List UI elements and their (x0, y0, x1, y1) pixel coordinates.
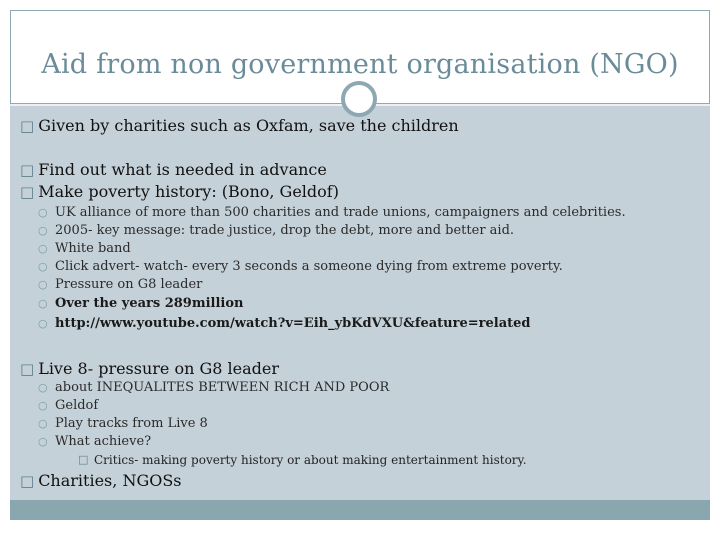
circle-bullet-icon: ○ (38, 242, 48, 255)
circle-bullet-icon: ○ (38, 417, 48, 430)
sub-bullet: ○ Pressure on G8 leader (38, 277, 203, 292)
sub-bullet-bold: ○ Over the years 289million (38, 296, 244, 311)
bullet-given-by-charities: □ Given by charities such as Oxfam, save the children (20, 116, 459, 135)
sub-bullet: ○ What achieve? (38, 434, 152, 449)
slide-title: Aid from non government organisation (NGO) (41, 49, 679, 80)
circle-bullet-icon: ○ (38, 381, 48, 394)
circle-bullet-icon: ○ (38, 399, 48, 412)
bullet-charities-ngos: □ Charities, NGOSs (20, 471, 182, 490)
circle-bullet-icon: ○ (38, 297, 48, 310)
bullet-icon: □ (78, 453, 89, 466)
bullet-make-poverty-history: □ Make poverty history: (Bono, Geldof) (20, 182, 339, 201)
youtube-link[interactable]: ○ http://www.youtube.com/watch?v=Eih_ybKdVXU&feature=related (38, 316, 531, 331)
sub-bullet: ○ Play tracks from Live 8 (38, 416, 208, 431)
circle-bullet-icon: ○ (38, 435, 48, 448)
circle-ornament (341, 81, 377, 117)
sub-bullet: ○ UK alliance of more than 500 charities and trade unions, campaigners and celebrities. (38, 205, 626, 220)
sub-bullet: ○ Geldof (38, 398, 99, 413)
sub-bullet: ○ White band (38, 241, 131, 256)
bullet-icon: □ (20, 183, 35, 201)
bullet-find-out: □ Find out what is needed in advance (20, 160, 327, 179)
sub-bullet: ○ 2005- key message: trade justice, drop the debt, more and better aid. (38, 223, 515, 238)
circle-bullet-icon: ○ (38, 260, 48, 273)
circle-bullet-icon: ○ (38, 206, 48, 219)
circle-bullet-icon: ○ (38, 224, 48, 237)
footer-bar (10, 500, 710, 520)
sub-bullet: ○ about INEQUALITES BETWEEN RICH AND POOR (38, 380, 390, 395)
bullet-icon: □ (20, 360, 35, 378)
circle-bullet-icon: ○ (38, 317, 48, 330)
sub-bullet: ○ Click advert- watch- every 3 seconds a someone dying from extreme poverty. (38, 259, 563, 274)
bullet-icon: □ (20, 161, 35, 179)
sub-sub-bullet: □ Critics- making poverty history or about making entertainment history. (78, 453, 527, 467)
circle-bullet-icon: ○ (38, 278, 48, 291)
bullet-live-8: □ Live 8- pressure on G8 leader (20, 359, 280, 378)
bullet-icon: □ (20, 117, 35, 135)
bullet-icon: □ (20, 472, 35, 490)
